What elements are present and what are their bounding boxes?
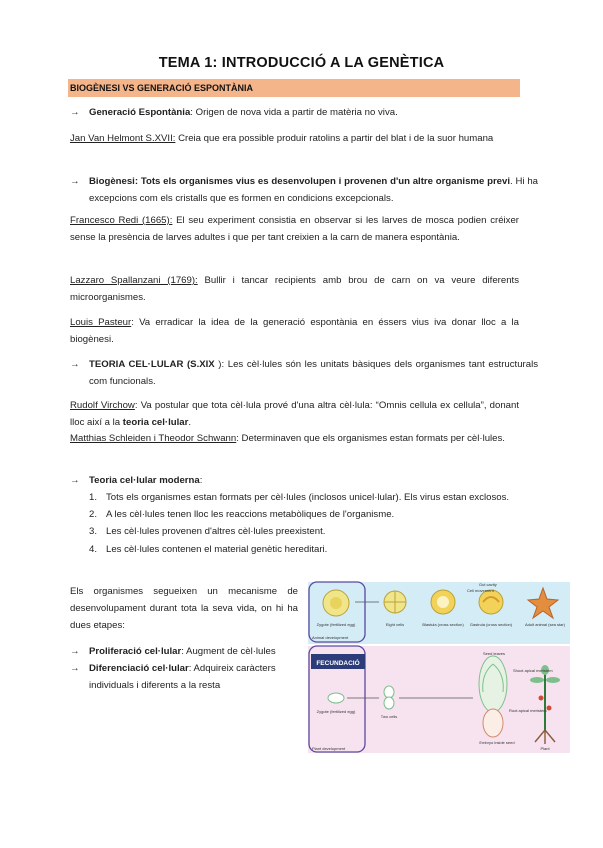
term-teoria-moderna: Teoria cel·lular moderna	[89, 475, 200, 486]
scientist-name: Lazzaro Spallanzani (1769):	[70, 275, 198, 286]
biogenesi-item: → Biogènesi: Tots els organismes vius es desenvolupen i provenen d'un altre organisme previ. Hi ha excepcions com els cristalls que es formen en condicions excepcionals.	[70, 173, 538, 207]
figure-label: Plant	[540, 746, 550, 751]
paragraph-text: : Va postular que tota cèl·lula prové d'una altra cèl·lula: “Omnis cellula ex cellula”, donant lloc així a la	[70, 400, 519, 429]
figure-label: Seed leaves	[483, 651, 506, 656]
paragraph-text: . Hi ha excepcions com els cristalls que es formen en condicions excepcionals.	[89, 176, 538, 205]
scientist-name: Francesco Redi (1665):	[70, 215, 173, 226]
plant-zygote-icon	[328, 693, 344, 703]
list-item: → Proliferació cel·lular: Augment de cèl·lules	[70, 643, 300, 660]
figure-label: Root apical meristem	[509, 708, 547, 713]
scientist-name: Louis Pasteur	[70, 317, 132, 328]
figure-label: Eight cells	[385, 622, 405, 627]
figure-label: Cell movement	[467, 588, 494, 593]
generacio-espontania-item	[70, 104, 538, 121]
redi-paragraph	[70, 212, 519, 246]
scientist-name: Jan Van Helmont S.XVII:	[70, 133, 176, 144]
arrow-icon: →	[70, 107, 80, 118]
figure-label: Embryo inside seed	[479, 740, 515, 745]
list-item: 3. Les cèl·lules provenen d'altres cèl·lules preexistent.	[89, 526, 326, 538]
fecundacio-label: FECUNDACIÓ	[316, 660, 360, 667]
figure-label: Two cells	[380, 714, 398, 719]
list-item: 1. Tots els organismes estan formats per cèl·lules (inclosos unicel·lular). Els virus estan exclosos.	[89, 492, 510, 503]
modern-theory-list	[70, 489, 519, 558]
section-heading	[68, 79, 520, 97]
embryo-icon	[479, 656, 507, 737]
paragraph-text: : Determinaven que els organismes estan formats per cèl·lules.	[236, 433, 505, 444]
figure-caption: Animal development	[312, 635, 349, 640]
figure-label: Blastula (cross section)	[422, 622, 464, 627]
figure-label: Adult animal (sea star)	[524, 622, 566, 627]
figure-caption: Plant development	[312, 746, 346, 751]
scientist-name: Rudolf Virchow	[70, 400, 135, 411]
virchow-paragraph: Rudolf Virchow: Va postular que tota cèl·lula prové d'una altra cèl·lula: “Omnis cellula ex cellula”, donant lloc així a la teoria cel·lular.	[70, 400, 519, 429]
term-proliferacio: Proliferació cel·lular	[89, 646, 182, 657]
spallanzani-paragraph	[70, 272, 519, 306]
scientist-name: Matthias Schleiden i Theodor Schwann	[70, 433, 237, 444]
section-heading-text: BIOGÈNESI VS GENERACIÓ ESPONTÀNIA	[70, 83, 254, 93]
list-item: 4. Les cèl·lules contenen el material genètic hereditari.	[89, 543, 328, 555]
paragraph-text: Creia que era possible produir ratolins a partir del blat i de la suor humana	[175, 133, 494, 144]
list-item: → Diferenciació cel·lular: Adquireix caràcters individuals i diferents a la resta	[70, 660, 300, 694]
paragraph-text: : Va erradicar la idea de la generació espontània en éssers vius iva donar lloc a la biogènesi.	[70, 317, 519, 346]
paragraph-text: El seu experiment consistia en observar si les larves de mosca podien créixer sense la presència de larves adultes i que per tant creixien a la carn de manera espontània.	[70, 215, 519, 244]
arrow-icon: →	[70, 663, 80, 675]
term-teoria-cellular: TEORIA CEL·LULAR (S.XIX	[89, 359, 215, 370]
blastula-icon	[431, 590, 455, 614]
helmont-paragraph	[70, 130, 519, 147]
eight-cells-icon	[384, 591, 406, 613]
term-biogenesi: Biogènesi	[89, 176, 135, 187]
arrow-icon: →	[70, 176, 80, 187]
paragraph-text: Bullir i tancar recipients amb brou de carn on va veure diferents microorganismes.	[70, 275, 519, 304]
arrow-icon: →	[70, 475, 80, 486]
term-teoria-cellular: teoria cel·lular	[122, 417, 189, 429]
development-paragraph: Els organismes segueixen un mecanisme de desenvolupament durant tota la seva vida, on hi ha dues etapes:	[70, 586, 298, 632]
figure-label: Shoot apical meristem	[513, 668, 553, 673]
figure-label: Gastrula (cross section)	[469, 622, 513, 627]
biogenesi-bold-text: Tots els organismes vius es desenvolupen i provenen d'un altre organisme previ	[140, 176, 511, 187]
term-diferenciacio: Diferenciació cel·lular	[89, 663, 189, 675]
arrow-icon: →	[70, 359, 80, 370]
list-item: 2. A les cèl·lules tenen lloc les reaccions metabòliques de l'organisme.	[89, 509, 395, 521]
paragraph-text: ): Les cèl·lules són les unitats bàsiques dels organismes tant estructurals com funcionals.	[89, 359, 538, 388]
stages-list	[70, 643, 300, 695]
definition-text: : Origen de nova vida a partir de matèria no viva.	[190, 107, 398, 118]
arrow-icon: →	[70, 646, 80, 657]
figure-label: Gut cavity	[479, 582, 497, 587]
page-title: TEMA 1: INTRODUCCIÓ A LA GENÈTICA	[158, 55, 445, 71]
figure-label: Zygote (fertilized egg)	[316, 622, 356, 627]
teoria-cellular-item	[70, 356, 538, 390]
development-figure	[307, 580, 572, 755]
term-generacio-espontania: Generació Espontània	[89, 107, 191, 118]
figure-label: Zygote (fertilized egg)	[316, 709, 356, 714]
pasteur-paragraph	[70, 314, 519, 348]
teoria-moderna-item: → Teoria cel·lular moderna:	[70, 472, 538, 489]
gastrula-icon	[479, 590, 503, 614]
schleiden-schwann-paragraph	[70, 430, 519, 447]
